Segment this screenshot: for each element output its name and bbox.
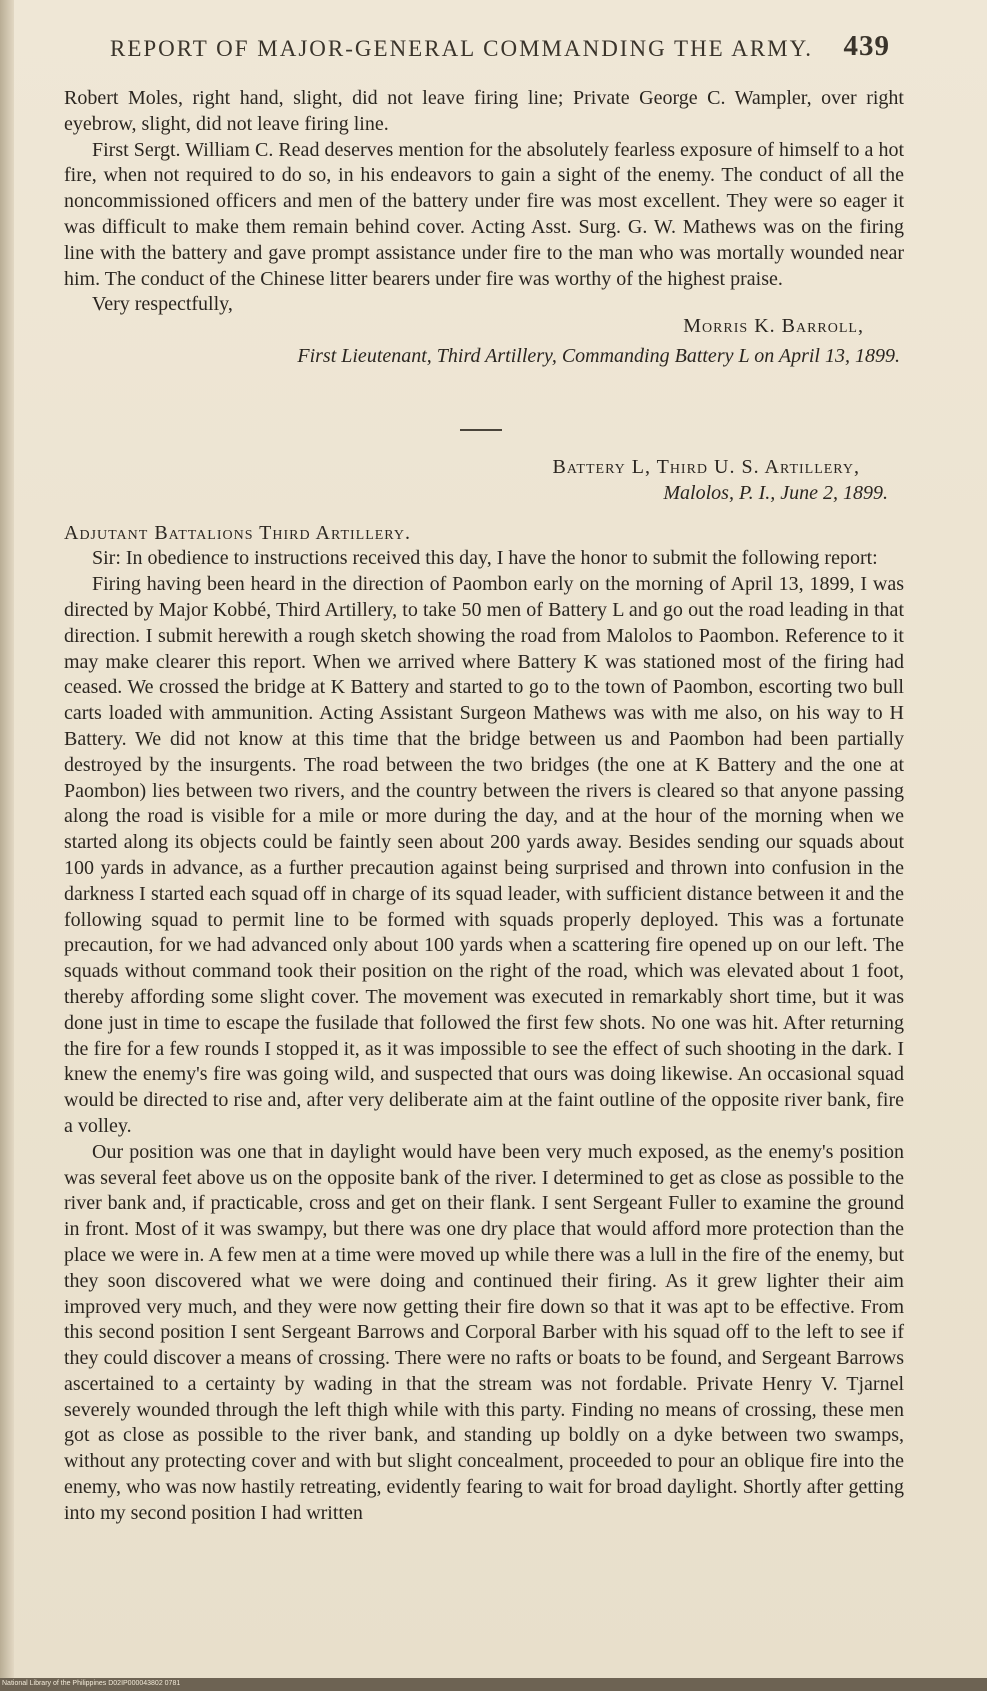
letter-2-salutation: Sir: In obedience to instructions received this day, I have the honor to submit the following report: — [92, 547, 878, 570]
letter-1-closing: Very respectfully, — [92, 293, 233, 316]
library-credit: National Library of the Philippines D02IP000043802 0781 — [2, 1680, 181, 1687]
letter-2-heading-unit: Battery L, Third U. S. Artillery, — [552, 456, 860, 478]
letter-1-paragraph: First Sergt. William C. Read deserves mention for the absolutely fearless exposure of himself to a hot fire, when not required to do so, in his endeavors to gain a sight of the enemy. The conduct of all the noncommissioned officers and men of the battery under fire was most excellent. They were so eager it was difficult to make them remain behind cover. Acting Asst. Surg. G. W. Mathews was on the firing line with the battery and gave prompt assistance under fire to the man who was mortally wounded near him. The conduct of the Chinese litter bearers under fire was worthy of the highest praise. — [64, 138, 904, 290]
letter-2-paragraph: Firing having been heard in the direction of Paombon early on the morning of April 13, 1899, I was directed by Major Kobbé, Third Artillery, to take 50 men of Battery L and go out the road leading in that direction. I submit herewith a rough sketch showing the road from Malolos to Paombon. Reference to it may make clearer this report. When we arrived where Battery K was stationed most of the firing had ceased. We crossed the bridge at K Battery and started to go to the town of Paombon, escorting two bull carts loaded with ammunition. Acting Assistant Surgeon Mathews was with me also, on his way to H Battery. We did not know at this time that the bridge between us and Paombon had been partially destroyed by the insurgents. The road between the two bridges (the one at K Battery and the one at Paombon) lies between two rivers, and the country between the rivers is cleared so that anyone passing along the road is visible for a mile or more during the day, and at the hour of the morning when we started along its objects could be faintly seen about 200 yards away. Besides sending our squads about 100 yards in advance, as a further precaution against being surprised and thrown into confusion in the darkness I started each squad off in charge of its squad leader, with sufficient distance between it and the following squad to permit line to be formed with squads properly deployed. This was a fortunate precaution, for we had advanced only about 100 yards when a scattering fire opened up on our left. The squads without command took their position on the right of the road, which was elevated about 1 foot, thereby affording some slight cover. The movement was executed in remarkably short time, but it was done just in time to escape the fusilade that followed the first few shots. No one was hit. After returning the fire for a few rounds I stopped it, as it was impossible to see the effect of such shooting in the dark. I knew the enemy's fire was going wild, and suspected that ours was doing likewise. An occasional squad would be directed to rise and, after very deliberate aim at the faint outline of the opposite river bank, fire a volley. — [64, 573, 904, 1137]
page-gutter-shadow — [0, 0, 14, 1691]
letter-2-heading-date: Malolos, P. I., June 2, 1899. — [663, 481, 888, 504]
section-divider — [460, 429, 502, 431]
running-header — [110, 30, 890, 62]
letter-1-paragraph: Robert Moles, right hand, slight, did not leave firing line; Private George C. Wampler, over right eyebrow, slight, did not leave firing line. — [64, 87, 904, 135]
letter-2-paragraph: Our position was one that in daylight would have been very much exposed, as the enemy's position was several feet above us on the opposite bank of the river. I determined to get as close as possible to the river bank and, if practicable, cross and get on their flank. I sent Sergeant Fuller to examine the ground in front. Most of it was swampy, but there was one dry place that would afford more protection than the place we were in. A few men at a time were moved up while there was a lull in the fire of the enemy, but they soon discovered what we were doing and continued their firing. As it grew lighter their aim improved very much, and they were now getting their fire down so that it was apt to be effective. From this second position I sent Sergeant Barrows and Corporal Barber with his squad off to the left to see if they could discover a means of crossing. There were no rafts or boats to be found, and Sergeant Barrows ascertained to a certainty by wading in that the stream was not fordable. Private Henry V. Tjarnel severely wounded through the left thigh while with this party. Finding no means of crossing, these men got as close as possible to the river bank, and standing up boldly on a dyke between two swamps, without any protecting cover and with but slight concealment, proceeded to pour an oblique fire into the enemy, who was now hastily retreating, evidently fearing to wait for broad daylight. Shortly after getting into my second position I had written — [64, 1140, 904, 1524]
letter-1 — [64, 86, 904, 370]
letter-1-signer-title: First Lieutenant, Third Artillery, Commanding Battery L on April 13, 1899. — [297, 344, 900, 367]
header-title: REPORT OF MAJOR-GENERAL COMMANDING THE ARMY. — [110, 36, 814, 61]
letter-1-signer: Morris K. Barroll, — [683, 315, 864, 338]
letter-2-addressee: Adjutant Battalions Third Artillery. — [64, 521, 411, 544]
page-number: 439 — [843, 30, 890, 62]
letter-2 — [64, 455, 904, 1527]
